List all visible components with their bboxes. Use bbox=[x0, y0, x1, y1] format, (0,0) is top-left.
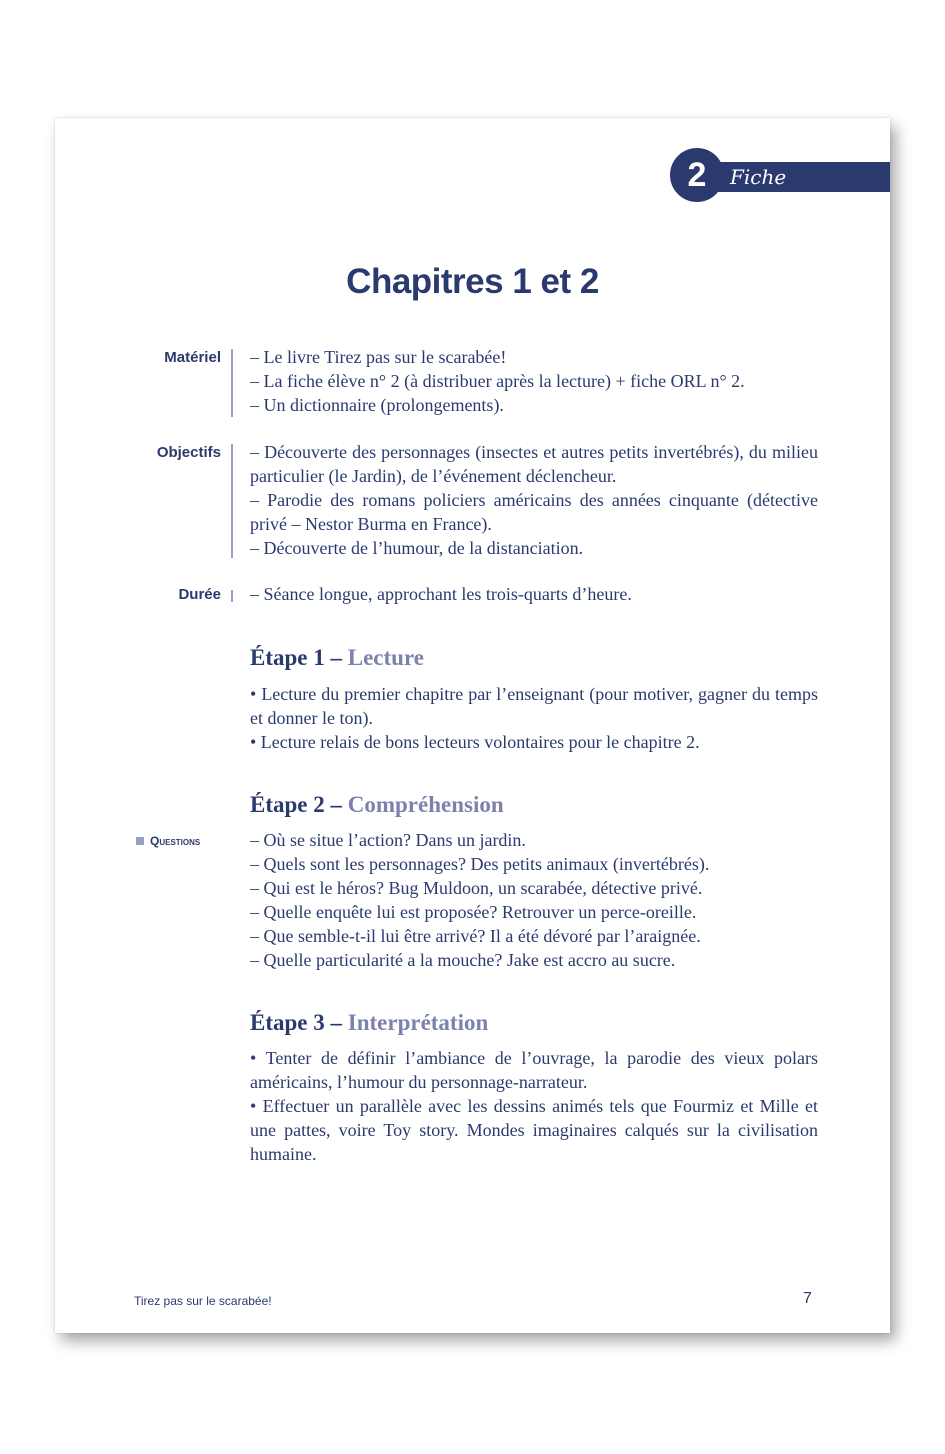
question-line: – Quels sont les personnages? Des petits animaux (invertébrés). bbox=[250, 854, 710, 874]
objectifs-block bbox=[250, 440, 818, 560]
materiel-line: – La fiche élève n° 2 (à distribuer après la lecture) + fiche ORL n° 2. bbox=[250, 371, 745, 391]
objectifs-line: – Parodie des romans policiers américains des années cinquante (détective privé – Nestor Burma en France). bbox=[250, 490, 818, 534]
badge-label: Fiche enseignant bbox=[730, 165, 842, 219]
etape3-heading bbox=[250, 1010, 488, 1036]
etape1-title: Lecture bbox=[347, 645, 424, 670]
etape2-heading bbox=[250, 792, 504, 818]
square-bullet-icon bbox=[136, 837, 144, 845]
duree-line: – Séance longue, approchant les trois-quarts d’heure. bbox=[250, 584, 632, 604]
objectifs-line: – Découverte des personnages (insectes et autres petits invertébrés), du milieu particulier (le Jardin), de l’événement déclencheur. bbox=[250, 442, 818, 486]
duree-bar bbox=[231, 590, 233, 602]
etape3-line: • Tenter de définir l’ambiance de l’ouvrage, la parodie des vieux polars américains, l’humour du personnage-narrateur. bbox=[250, 1048, 818, 1092]
materiel-line: – Le livre Tirez pas sur le scarabée! bbox=[250, 347, 507, 367]
materiel-bar bbox=[231, 349, 233, 417]
question-line: – Qui est le héros? Bug Muldoon, un scarabée, détective privé. bbox=[250, 878, 703, 898]
materiel-block bbox=[250, 345, 818, 417]
objectifs-bar bbox=[231, 444, 233, 558]
etape2-prefix: Étape 2 – bbox=[250, 792, 348, 817]
etape3-block bbox=[250, 1046, 818, 1166]
etape2-block bbox=[250, 828, 818, 972]
etape2-title: Compréhension bbox=[347, 792, 504, 817]
question-line: – Que semble-t-il lui être arrivé? Il a été dévoré par l’araignée. bbox=[250, 926, 701, 946]
duree-label: Durée bbox=[178, 586, 221, 603]
question-line: – Quelle particularité a la mouche? Jake est accro au sucre. bbox=[250, 950, 676, 970]
badge-number: 2 bbox=[670, 148, 724, 202]
objectifs-line: – Découverte de l’humour, de la distanciation. bbox=[250, 538, 584, 558]
etape1-block bbox=[250, 682, 818, 754]
etape3-title: Interprétation bbox=[347, 1010, 489, 1035]
etape1-prefix: Étape 1 – bbox=[250, 645, 348, 670]
objectifs-label: Objectifs bbox=[156, 444, 221, 461]
document-page bbox=[55, 118, 890, 1333]
page-title: Chapitres 1 et 2 bbox=[346, 262, 599, 301]
duree-block bbox=[250, 582, 818, 606]
page-number: 7 bbox=[803, 1290, 812, 1307]
questions-label bbox=[136, 834, 200, 848]
etape1-heading bbox=[250, 645, 424, 671]
etape3-prefix: Étape 3 – bbox=[250, 1010, 348, 1035]
materiel-label: Matériel bbox=[164, 349, 221, 366]
questions-label-text: Questions bbox=[150, 834, 201, 848]
etape3-line: • Effectuer un parallèle avec les dessins animés tels que Fourmiz et Mille et une pattes, voire Toy story. Mondes imaginaires calqués sur la civilisation humaine. bbox=[250, 1096, 818, 1164]
question-line: – Où se situe l’action? Dans un jardin. bbox=[250, 830, 526, 850]
etape1-line: • Lecture du premier chapitre par l’enseignant (pour motiver, gagner du temps et donner le ton). bbox=[250, 684, 818, 728]
footer-book-title: Tirez pas sur le scarabée! bbox=[134, 1294, 272, 1308]
fiche-badge bbox=[670, 148, 890, 219]
etape1-line: • Lecture relais de bons lecteurs volontaires pour le chapitre 2. bbox=[250, 732, 700, 752]
materiel-line: – Un dictionnaire (prolongements). bbox=[250, 395, 504, 415]
question-line: – Quelle enquête lui est proposée? Retrouver un perce-oreille. bbox=[250, 902, 697, 922]
